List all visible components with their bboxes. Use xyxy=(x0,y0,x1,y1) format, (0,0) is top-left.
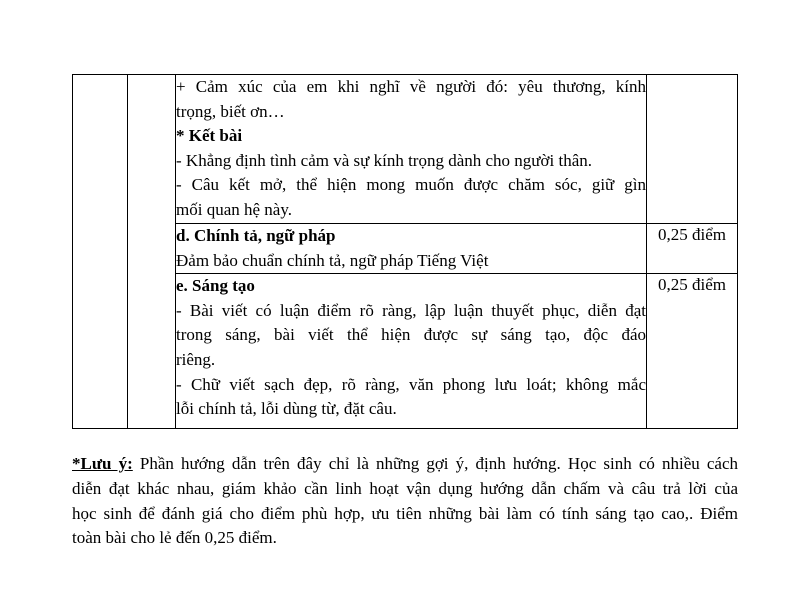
note-label: *Lưu ý: xyxy=(72,454,133,473)
note-line-text: Phần hướng dẫn trên đây chỉ là những gợi ý, định hướng. Học sinh có nhiều cách xyxy=(139,454,739,473)
criteria-cell-chinh-ta xyxy=(176,224,647,274)
section-heading: * Kết bài xyxy=(176,126,243,146)
question-number-cell xyxy=(73,75,128,429)
note-paragraph xyxy=(72,452,738,551)
text-line: trong sáng, bài viết thể hiện được sự sáng tạo, độc đáo xyxy=(176,325,646,345)
points-value: 0,25 điểm xyxy=(658,275,726,295)
text-line: - Bài viết có luận điểm rõ ràng, lập luận thuyết phục, diễn đạt xyxy=(176,300,646,320)
section-heading: d. Chính tả, ngữ pháp xyxy=(176,226,336,245)
text-line: - Câu kết mở, thể hiện mong muốn được chăm sóc, giữ gìn xyxy=(176,175,646,195)
text-line: mối quan hệ này. xyxy=(176,199,292,219)
grading-rubric-table xyxy=(72,74,738,429)
criteria-cell-sang-tao xyxy=(176,274,647,429)
text-line: - Khẳng định tình cảm và sự kính trọng dành cho người thân. xyxy=(176,150,592,170)
note-line: toàn bài cho lẻ đến 0,25 điểm. xyxy=(72,528,277,548)
table-row xyxy=(73,75,738,224)
text-line: lỗi chính tả, lỗi dùng từ, đặt câu. xyxy=(176,399,397,419)
section-heading: e. Sáng tạo xyxy=(176,276,255,296)
points-cell xyxy=(647,274,738,429)
points-cell xyxy=(647,224,738,274)
points-cell xyxy=(647,75,738,224)
points-value: 0,25 điểm xyxy=(658,225,726,244)
note-line xyxy=(72,452,738,477)
text-line: riêng. xyxy=(176,349,216,369)
note-line: diễn đạt khác nhau, giám khảo cần linh hoạt vận dụng hướng dẫn chấm và câu trả lời của xyxy=(72,478,738,498)
text-line: + Cảm xúc của em khi nghĩ về người đó: yêu thương, kính xyxy=(176,77,646,96)
text-line: - Chữ viết sạch đẹp, rõ ràng, văn phong lưu loát; không mắc xyxy=(176,374,646,394)
note-line: học sinh để đánh giá cho điểm phù hợp, ưu tiên những bài làm có tính sáng tạo cao,. Điểm xyxy=(72,503,738,523)
text-line: trọng, biết ơn… xyxy=(176,101,285,121)
text-line: Đảm bảo chuẩn chính tả, ngữ pháp Tiếng Việt xyxy=(176,250,489,270)
sub-question-cell xyxy=(128,75,176,429)
criteria-cell-ket-bai xyxy=(176,75,647,224)
